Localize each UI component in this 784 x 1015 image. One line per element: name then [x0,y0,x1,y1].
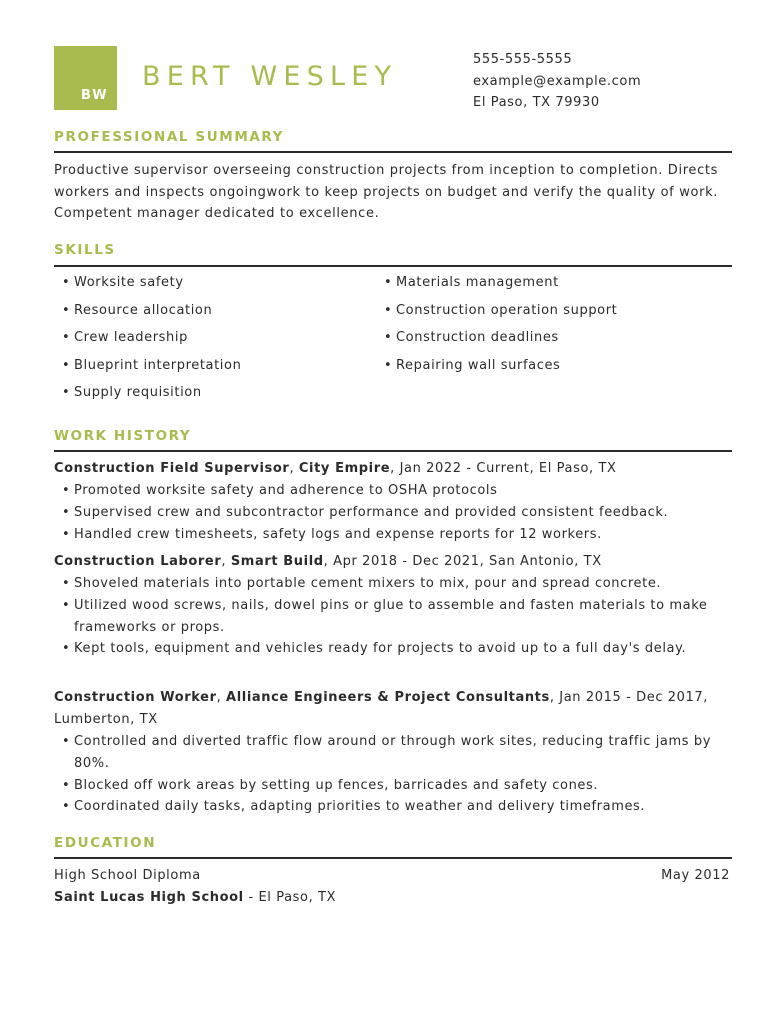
job-header: Construction Laborer, Smart Build, Apr 2018 - Dec 2021, San Antonio, TX [54,554,602,569]
job-company: Alliance Engineers & Project Consultants [226,690,550,705]
skills-list-left [62,275,241,413]
job-bullets [62,731,734,818]
skill-item: • Crew leadership [62,330,241,358]
job-bullet: • Controlled and diverted traffic flow around or through work sites, reducing traffic jams by 80%. [62,731,734,775]
contact-email: example@example.com [473,73,642,89]
education-heading: EDUCATION [54,835,157,851]
skill-item: • Blueprint interpretation [62,358,241,386]
skill-item: • Repairing wall surfaces [384,358,617,386]
job-bullet: • Shoveled materials into portable cement mixers to mix, pour and spread concrete. [62,573,734,595]
job-details: , Apr 2018 - Dec 2021, San Antonio, TX [323,554,602,569]
skill-item: • Resource allocation [62,303,241,331]
job-bullets [62,573,734,660]
job-bullet: • Utilized wood screws, nails, dowel pins or glue to assemble and fasten materials to make frameworks or props. [62,595,734,639]
job-details: , Jan 2022 - Current, El Paso, TX [390,461,617,476]
summary-divider [54,151,732,153]
education-divider [54,857,732,859]
skill-item: • Construction operation support [384,303,617,331]
education-school-location: - El Paso, TX [243,890,337,905]
skills-heading: SKILLS [54,242,116,258]
skills-list-right [384,275,617,385]
work-heading: WORK HISTORY [54,428,192,444]
skill-item: • Materials management [384,275,617,303]
job-header: Construction Worker, Alliance Engineers & Project Consultants, Jan 2015 - Dec 2017, Lumberton, TX [54,690,709,727]
job-bullet: • Blocked off work areas by setting up fences, barricades and safety cones. [62,775,734,797]
job-bullet: • Supervised crew and subcontractor performance and provided consistent feedback. [62,502,734,524]
contact-phone: 555-555-5555 [473,52,573,67]
monogram-badge [54,46,117,110]
job-bullet: • Coordinated daily tasks, adapting priorities to weather and delivery timeframes. [62,796,734,818]
job-location: Lumberton, TX [54,711,158,727]
job-role: Construction Laborer [54,554,222,569]
job-role: Construction Worker [54,690,217,705]
skill-item: • Worksite safety [62,275,241,303]
summary-heading: PROFESSIONAL SUMMARY [54,129,285,145]
job-details: , Jan 2015 - Dec 2017, [549,690,709,705]
candidate-name: BERT WESLEY [142,61,398,92]
contact-location: El Paso, TX 79930 [473,95,600,110]
job-header: Construction Field Supervisor, City Empire, Jan 2022 - Current, El Paso, TX [54,461,617,476]
contact-block [473,49,641,114]
job-company: Smart Build [230,554,324,569]
monogram-initials: BW [81,88,109,103]
education-degree: High School Diploma [54,868,201,883]
job-company: City Empire [298,461,391,476]
job-bullet: • Kept tools, equipment and vehicles ready for projects to avoid up to a full day's delay. [62,638,734,660]
skill-item: • Construction deadlines [384,330,617,358]
education-school: Saint Lucas High School [54,890,244,905]
education-date: May 2012 [661,868,730,883]
skills-divider [54,265,732,267]
job-bullet: • Handled crew timesheets, safety logs and expense reports for 12 workers. [62,524,734,546]
job-role: Construction Field Supervisor [54,461,290,476]
education-school-line [54,890,336,905]
summary-text: Productive supervisor overseeing construction projects from inception to completion. Directs workers and inspects ongoingwork to keep projects on budget and verify the quality of work. Competent manager dedicated to excellence. [54,163,719,222]
work-divider [54,450,732,452]
job-bullet: • Promoted worksite safety and adherence to OSHA protocols [62,480,734,502]
skill-item: • Supply requisition [62,385,241,413]
job-bullets [62,480,734,545]
